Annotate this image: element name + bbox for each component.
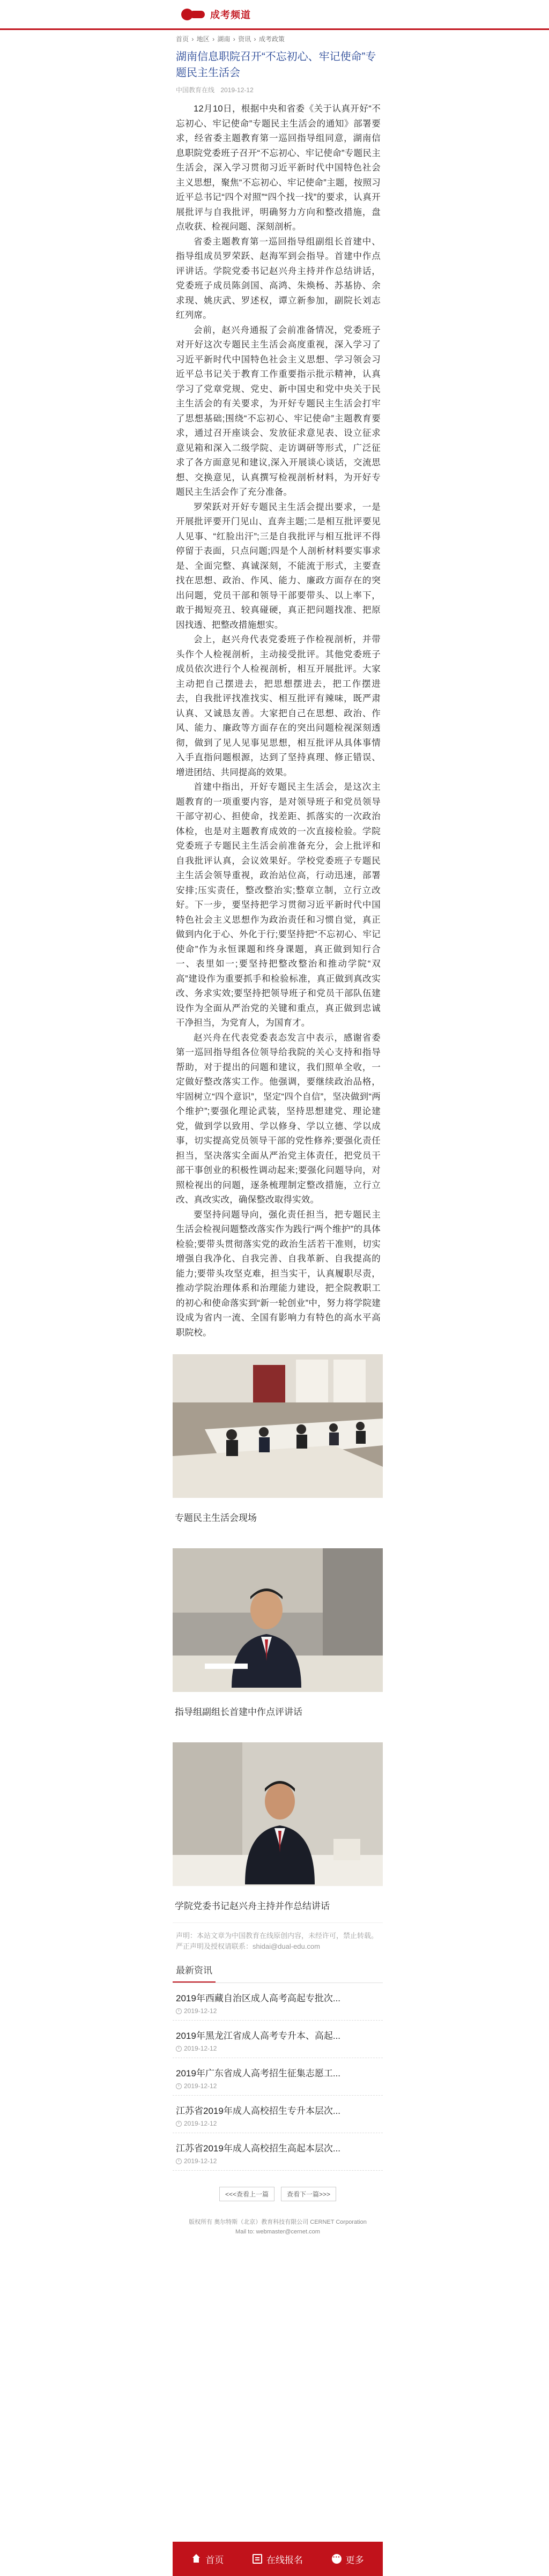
meeting-photo (173, 1354, 383, 1498)
news-title[interactable]: 2019年西藏自治区成人高考高起专批次... (176, 1993, 340, 2003)
article-body (173, 102, 383, 1340)
article-paragraph: 会上，赵兴舟代表党委班子作检视剖析，并带头作个人检视剖析，主动接受批评。其他党委班子成员依次进行个人检视剖析，相互开展批评。大家主动把自己摆进去，把思想摆进去，把工作摆进去，自我批评找准找实、相互批评有辣味，既严肃认真、又诚恳友善。大家把自己在思想、政治、作风、能力、廉政等方面存在的突出问题检视深刻透彻，做到了见人见事见思想，相互批评从具体事情入手直指问题根源，达到了坚持真理、修正错误、增进团结、共同提高的效果。 (176, 635, 381, 777)
nav-home-label: 首页 (205, 2555, 224, 2565)
latest-news-heading: 最新资讯 (173, 1957, 216, 1983)
secretary-photo (173, 1742, 383, 1886)
news-date-text: 2019-12-12 (184, 2120, 217, 2127)
breadcrumb-news[interactable]: 资讯 (238, 35, 251, 43)
logo-text: 成考频道 (210, 9, 251, 20)
breadcrumb-separator: › (254, 35, 256, 43)
article-title: 湖南信息职院召开“不忘初心、牢记使命”专题民主生活会 (176, 51, 376, 79)
news-date-text: 2019-12-12 (184, 2157, 217, 2165)
news-date-text: 2019-12-12 (184, 2082, 217, 2090)
article-paragraph: 会前，赵兴舟通报了会前准备情况，党委班子对开好这次专题民主生活会高度重视，深入学习了习近平新时代中国特色社会主义思想、学习领会习近平总书记关于教育工作重要指示批示精神，认真学习了党章党规、党史、新中国史和党中央关于民主生活会的有关要求，为开好专题民主生活会打牢了思想基础;围绕“不忘初心、牢记使命”主题教育要求，通过召开座谈会、发放征求意见表、设立征求意见箱和深入二级学院、走访调研等形式，广泛征求了各方面意见和建议,深入开展谈心谈话，交流思想、交换意见，认真撰写检视剖析材料，为开好专题民主生活会作了充分准备。 (176, 325, 381, 497)
news-date (176, 2007, 380, 2015)
figure-caption: 专题民主生活会现场 (175, 1513, 257, 1523)
breadcrumb-region[interactable]: 地区 (196, 35, 210, 43)
list-item[interactable] (173, 2058, 383, 2096)
top-bar (0, 0, 549, 30)
breadcrumb-hunan[interactable]: 湖南 (217, 35, 231, 43)
enroll-icon (253, 2554, 262, 2564)
prev-article-button[interactable]: <<<查看上一篇 (219, 2187, 274, 2201)
news-title[interactable]: 江苏省2019年成人高校招生高起本层次... (176, 2143, 340, 2154)
breadcrumb-separator: › (212, 35, 215, 43)
footer-mail[interactable]: Mail to: webmaster@cernet.com (235, 2229, 320, 2235)
list-item[interactable] (173, 2021, 383, 2058)
article-source: 中国教育在线 (176, 86, 215, 94)
news-title[interactable]: 2019年黑龙江省成人高考专升本、高起... (176, 2031, 340, 2041)
news-title[interactable]: 江苏省2019年成人高校招生专升本层次... (176, 2106, 340, 2116)
home-icon (191, 2554, 201, 2564)
list-item[interactable] (173, 2096, 383, 2133)
main-content (173, 32, 383, 2242)
news-date (176, 2045, 380, 2052)
clock-icon (176, 2121, 182, 2127)
figure-speaker-2 (173, 1742, 383, 1922)
bottom-nav (173, 2542, 383, 2576)
latest-news-list (173, 1983, 383, 2171)
nav-more-label: 更多 (345, 2555, 364, 2565)
copyright-notice: 声明：本站文章为中国教育在线原创内容，未经许可，禁止转载。严正声明及授权请联系：shidai@dual-edu.com (173, 1922, 383, 1957)
speaker-photo (173, 1548, 383, 1692)
article-paragraph: 罗荣跃对开好专题民主生活会提出要求，一是开展批评要开门见山、直奔主题;二是相互批评要见人见事、“红脸出汗”;三是自我批评与相互批评不得停留于表面，只点问题;四是个人剖析材料要实事求是、全面完整、真诚深刻，不能流于形式，主要查找在思想、政治、作风、能力、廉政方面存在的突出问题，党员干部和领导干部要带头、以上率下，敢于揭短亮丑、较真碰硬，真正把问题找准、把原因找透、把整改措施想实。 (176, 502, 381, 630)
breadcrumb-policy[interactable]: 成考政策 (258, 35, 285, 43)
figure-caption: 指导组副组长首建中作点评讲话 (175, 1707, 302, 1717)
nav-enroll-button[interactable] (243, 2542, 313, 2576)
breadcrumb-separator: › (233, 35, 235, 43)
article-date: 2019-12-12 (220, 86, 254, 94)
article-paragraph: 省委主题教育第一巡回指导组副组长首建中、指导组成员罗荣跃、赵海军到会指导。首建中作点评讲话。学院党委书记赵兴舟主持并作总结讲话，党委班子成员陈剑国、高鸿、朱焕杨、苏基协、余求现、姚庆武、罗述权，谭立新参加，副院长刘志红列席。 (176, 236, 381, 320)
clock-icon (176, 2083, 182, 2089)
nav-home-button[interactable] (173, 2542, 243, 2576)
logo-mark-icon (181, 8, 206, 21)
figure-caption: 学院党委书记赵兴舟主持并作总结讲话 (175, 1901, 330, 1911)
footer-copyright: 版权所有 奥尔特斯（北京）教育科技有限公司 CERNET Corporation (189, 2219, 367, 2225)
clock-icon (176, 2158, 182, 2164)
clock-icon (176, 2008, 182, 2014)
article-paragraph: 首建中指出，开好专题民主生活会，是这次主题教育的一项重要内容，是对领导班子和党员领导干部守初心、担使命，找差距、抓落实的一次政治体检，也是对主题教育成效的一次直接检验。学院党委班子专题民主生活会前准备充分，会上批评和自我批评认真，会议效果好。学校党委班子专题民主生活会领导重视，政治站位高，行动迅速，部署安排;压实责任，整改整治实;整章立制，立行立改好。下一步，要坚持把学习贯彻习近平新时代中国特色社会主义思想作为政治责任和习惯自觉，真正做到内化于心、外化于行;要坚持把“不忘初心、牢记使命”作为永恒课题和终身课题，真正做到知行合一、表里如一;要坚持把整改整治和推动学院“双高”建设作为重要抓手和检验标准，真正做到真改实改、务求实效;要坚持把领导班子和党员干部队伍建设作为全面从严治党的关键和重点，真正做到忠诚干净担当，为党育人，为国育才。 (176, 782, 381, 1028)
figure-speaker-1 (173, 1548, 383, 1728)
news-date (176, 2157, 380, 2165)
nav-enroll-label: 在线报名 (266, 2555, 303, 2565)
breadcrumb (173, 32, 383, 47)
more-icon (332, 2554, 342, 2564)
breadcrumb-separator: › (191, 35, 194, 43)
news-title[interactable]: 2019年广东省成人高考招生征集志愿工... (176, 2068, 340, 2078)
news-date (176, 2120, 380, 2127)
article-pager (173, 2171, 383, 2212)
figure-meeting (173, 1354, 383, 1534)
nav-more-button[interactable] (313, 2542, 383, 2576)
clock-icon (176, 2046, 182, 2052)
article-paragraph: 12月10日，根据中央和省委《关于认真开好“不忘初心、牢记使命”专题民主生活会的通知》部署要求，经省委主题教育第一巡回指导组同意，湖南信息职院党委班子召开“不忘初心、牢记使命”专题民主生活会，深入学习贯彻习近平新时代中国特色社会主义思想，聚焦“不忘初心、牢记使命”主题，按照习近平总书记“四个对照”“四个找一找”的要求，认真开展批评与自我批评，明确努力方向和整改措施，盘点收获、检视问题、深刻剖析。 (176, 104, 381, 232)
article-meta (173, 84, 383, 102)
list-item[interactable] (173, 2133, 383, 2171)
site-footer (173, 2212, 383, 2242)
news-date-text: 2019-12-12 (184, 2007, 217, 2015)
site-logo[interactable] (181, 8, 251, 21)
breadcrumb-home[interactable]: 首页 (176, 35, 189, 43)
news-date (176, 2082, 380, 2090)
article-paragraph: 赵兴舟在代表党委表态发言中表示，感谢省委第一巡回指导组各位领导给我院的关心支持和指导帮助，对于提出的问题和建议，我们照单全收，一定做好整改落实工作。他强调，要继续政治品格，牢固树立“四个意识”，坚定“四个自信”，坚决做到“两个维护”;要强化理论武装，坚持思想建党、理论建党，做到学以致用、学以修身、学以立德、学以成事，切实提高党员领导干部的党性修养;要强化责任担当，坚决落实全面从严治党主体责任，把党员干部干事创业的积极性调动起来;要强化问题导向，对照检视出的问题，逐条梳理制定整改措施，立行立改、真改实改，确保整改取得实效。 (176, 1033, 381, 1205)
news-date-text: 2019-12-12 (184, 2045, 217, 2052)
article-paragraph: 要坚持问题导向，强化责任担当，把专题民主生活会检视问题整改落实作为践行“两个维护”的具体检验;要带头贯彻落实党的政治生活若干准则，切实增强自我净化、自我完善、自我革新、自我提高的能力;要带头攻坚克难，担当实干，认真履职尽责，推动学院治理体系和治理能力建设，把全院教职工的初心和使命落实到“新一轮创业”中，努力将学院建设成为省内一流、全国有影响力有特色的高水平高职院校。 (176, 1209, 381, 1338)
list-item[interactable] (173, 1983, 383, 2021)
next-article-button[interactable]: 查看下一篇>>> (281, 2187, 336, 2201)
